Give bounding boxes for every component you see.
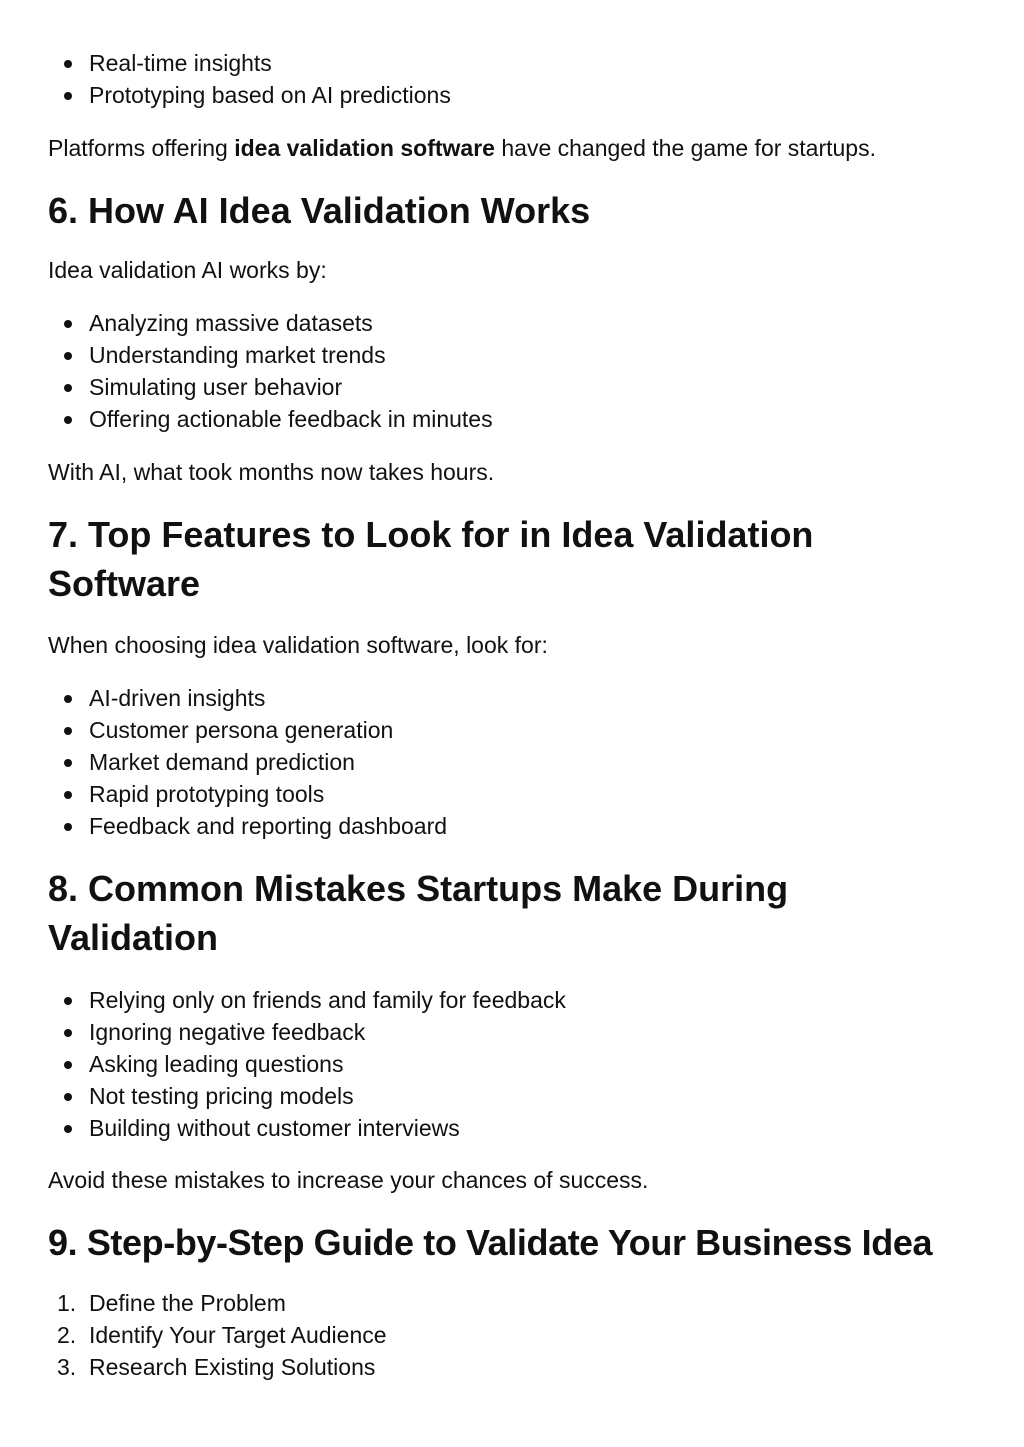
step-text: Identify Your Target Audience (89, 1322, 387, 1348)
section-9-heading: 9. Step-by-Step Guide to Validate Your Business Idea (48, 1222, 933, 1263)
paragraph-text: Platforms offering (48, 135, 235, 161)
list-item: Asking leading questions (48, 1048, 566, 1080)
section-9-steps (48, 1287, 387, 1383)
section-7-heading: 7. Top Features to Look for in Idea Validation Software (48, 514, 814, 604)
list-item: Simulating user behavior (48, 371, 493, 403)
list-item: Analyzing massive datasets (48, 307, 493, 339)
list-item (48, 1319, 387, 1351)
list-item: Feedback and reporting dashboard (48, 810, 447, 842)
list-item: Rapid prototyping tools (48, 778, 447, 810)
platforms-paragraph (48, 132, 876, 164)
section-6-heading: 6. How AI Idea Validation Works (48, 190, 591, 231)
list-item: Ignoring negative feedback (48, 1016, 566, 1048)
list-item: Market demand prediction (48, 746, 447, 778)
list-item: AI-driven insights (48, 682, 447, 714)
list-item: Not testing pricing models (48, 1080, 566, 1112)
section-8-outro: Avoid these mistakes to increase your chances of success. (48, 1167, 649, 1193)
list-item: Offering actionable feedback in minutes (48, 403, 493, 435)
list-item: Relying only on friends and family for feedback (48, 984, 566, 1016)
step-number: 2. (57, 1322, 77, 1348)
paragraph-text: have changed the game for startups. (494, 135, 876, 161)
step-number: 1. (57, 1290, 77, 1316)
list-item: Prototyping based on AI predictions (48, 79, 451, 111)
top-bullet-list (48, 47, 451, 111)
list-item (48, 1287, 387, 1319)
step-number: 3. (57, 1354, 77, 1380)
list-item (48, 1351, 387, 1383)
section-8-heading: 8. Common Mistakes Startups Make During Validation (48, 868, 789, 958)
list-item: Customer persona generation (48, 714, 447, 746)
bold-keyword: idea validation software (234, 135, 495, 161)
section-7-list (48, 682, 447, 842)
list-item: Real-time insights (48, 47, 451, 79)
section-7-intro: When choosing idea validation software, look for: (48, 632, 548, 658)
list-item: Understanding market trends (48, 339, 493, 371)
step-text: Research Existing Solutions (89, 1354, 376, 1380)
list-item: Building without customer interviews (48, 1112, 566, 1144)
section-6-list (48, 307, 493, 435)
section-6-intro: Idea validation AI works by: (48, 257, 327, 283)
section-6-outro: With AI, what took months now takes hours. (48, 459, 495, 485)
step-text: Define the Problem (89, 1290, 286, 1316)
section-8-list (48, 984, 566, 1144)
